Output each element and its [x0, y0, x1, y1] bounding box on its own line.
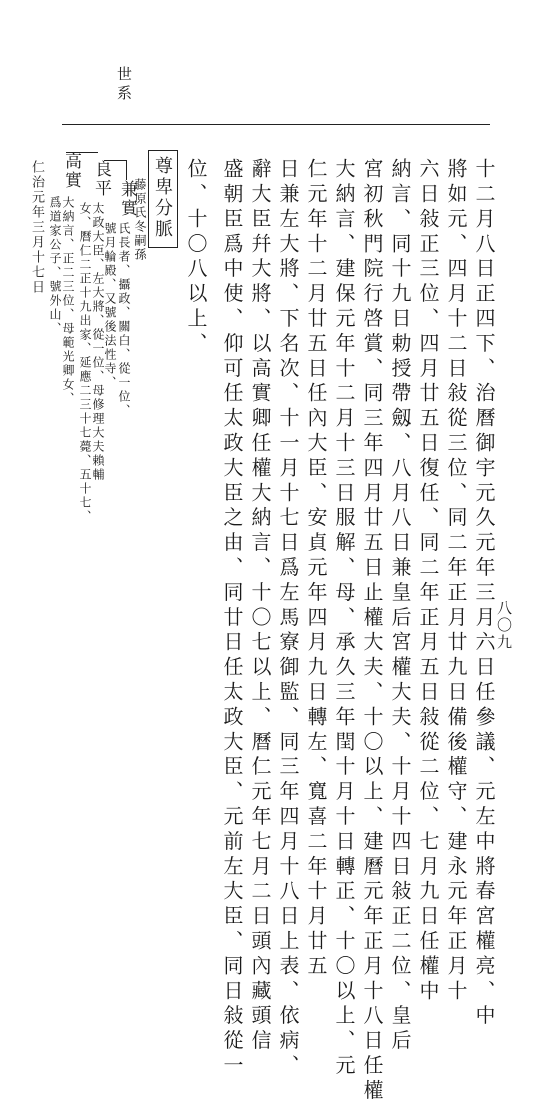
text-column: 辭大臣幷大將、以高實卿任權大納言、十〇七以上、曆仁元年七月二日頭內藏頭信	[248, 158, 272, 1055]
text-column: 納言、同十九日勅授帶劔、八月八日兼皇后宮權大夫、十月十四日敍正二位、皇后	[388, 158, 412, 1055]
text-column: 將如元、四月十二日敍從三位、同二年正月廿九日備後權守、建永元年正月十	[444, 158, 468, 1005]
header-section-title: 世系	[115, 66, 133, 104]
date-note: 仁治元年三月十七日	[29, 160, 44, 295]
text-column: 仁元年十二月廿五日任內大臣、安貞元年四月九日轉左、寬喜二年十月廿五	[304, 158, 328, 980]
text-column: 宮初秋門院行啓賞、同三年四月廿五日止權大夫、十〇以上、建曆元年正月十八日任權	[360, 158, 384, 1104]
connector-line	[126, 160, 127, 180]
text-column: 位、十〇八以上、	[184, 158, 208, 358]
genealogy-detail: 號月輪殿、又號後法性寺、	[103, 222, 117, 390]
text-column: 大納言、建保元年十二月十三日服解、母、承久三年閏十月十日轉正、十〇以上、元	[332, 158, 356, 1080]
text-column: 六日敍正三位、四月廿五日復任、同二年正月五日敍從二位、七月九日任權中	[416, 158, 440, 1005]
genealogy-detail: 爲道家公子、號外山、	[48, 196, 62, 336]
genealogy-name: 良平	[91, 160, 111, 198]
text-column: 日兼左大將、下名次、十一月十七日爲左馬寮御監、同三年四月十八日上表、依病、	[276, 158, 300, 1080]
genealogy-note: 藤原氏冬嗣孫	[133, 178, 147, 262]
text-column: 盛朝臣爲中使、仰可任太政大臣之由、同廿日任太政大臣、元前左大臣、同日敍從一	[220, 158, 244, 1080]
text-column: 十二月八日正四下、治曆御宇元久元年三月六日任參議、元左中將春宮權亮、中	[472, 158, 496, 1030]
genealogy-detail: 大納言、正二三位、母範光卿女、	[61, 196, 75, 406]
genealogy-detail: 氏長者、攝政、關白、從一位、	[117, 222, 131, 418]
genealogy-name: 高實	[61, 152, 81, 190]
genealogy-title: 尊卑分脈	[152, 156, 173, 240]
genealogy-detail: 女、曆仁二正十九出家、延應二三十七薨、五十七、	[78, 202, 92, 524]
page-number: 八〇九	[495, 600, 513, 651]
genealogy-detail: 太政大臣、左大將、從一位、母修理大夫賴輔	[91, 202, 105, 482]
genealogy-name: 兼實	[117, 180, 137, 218]
header-rule	[62, 124, 490, 125]
